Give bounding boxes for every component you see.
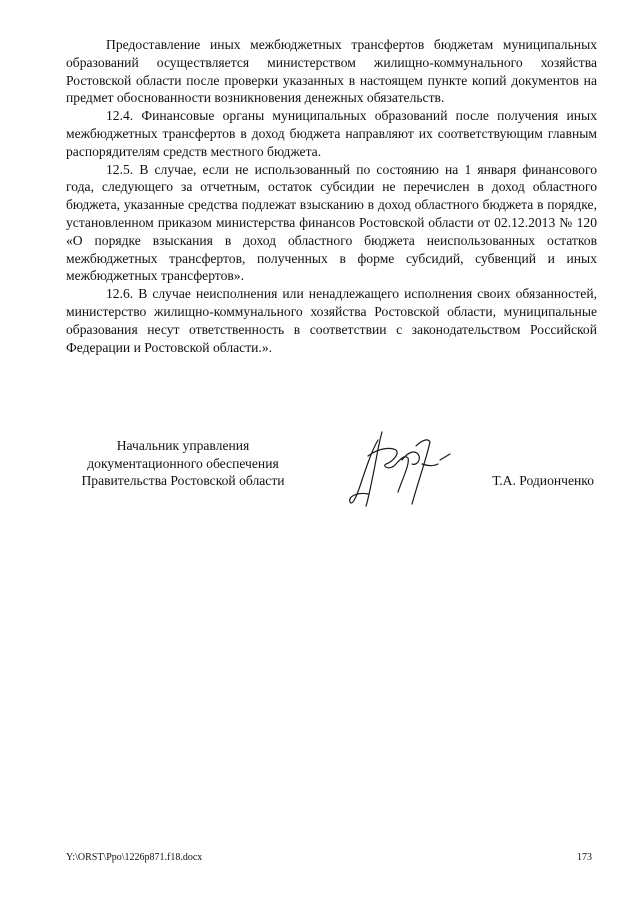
signatory-title-line: Правительства Ростовской области — [81, 473, 285, 489]
page-number: 173 — [577, 852, 592, 863]
body-text — [66, 36, 597, 356]
signatory-title-line: Начальник управления — [116, 438, 250, 453]
signatory-title-line: документационного обеспечения — [87, 455, 279, 471]
paragraph-12-6: 12.6. В случае неисполнения или ненадлежащего исполнения своих обязанностей, министерство жилищно-коммунального хозяйства Ростовской области, муниципальные образования несут ответственность в соответствии с законодательством Российской Федерации и Ростовской области.». — [66, 286, 597, 355]
paragraph-12-4: 12.4. Финансовые органы муниципальных образований после получения иных межбюджетных трансфертов в доход бюджета направляют их соответствующим главным распорядителям средств местного бюджета. — [66, 108, 597, 159]
signatory-name: Т.А. Родионченко — [492, 473, 594, 488]
paragraph-transfer-provision: Предоставление иных межбюджетных трансфертов бюджетам муниципальных образований осуществляется министерством жилищно-коммунального хозяйства Ростовской области после проверки указанных в настоящем пункте копий документов на предмет обоснованности возникновения денежных обязательств. — [66, 37, 597, 106]
footer-file-path: Y:\ORST\Ppo\1226p871.f18.docx — [66, 852, 203, 863]
paragraph-12-5: 12.5. В случае, если не использованный по состоянию на 1 января финансового года, следующего за отчетным, остаток субсидии не перечислен в доход областного бюджета, указанные средства подлежат взысканию в доход областного бюджета в порядке, установленном приказом министерства финансов Ростовской области от 02.12.2013 № 120 «О порядке взыскания в доход областного бюджета неиспользованных остатков межбюджетных трансфертов, полученных в форме субсидий, субвенций и иных межбюджетных трансфертов». — [66, 161, 597, 284]
signatory-title — [60, 437, 306, 490]
handwritten-signature — [338, 420, 458, 515]
